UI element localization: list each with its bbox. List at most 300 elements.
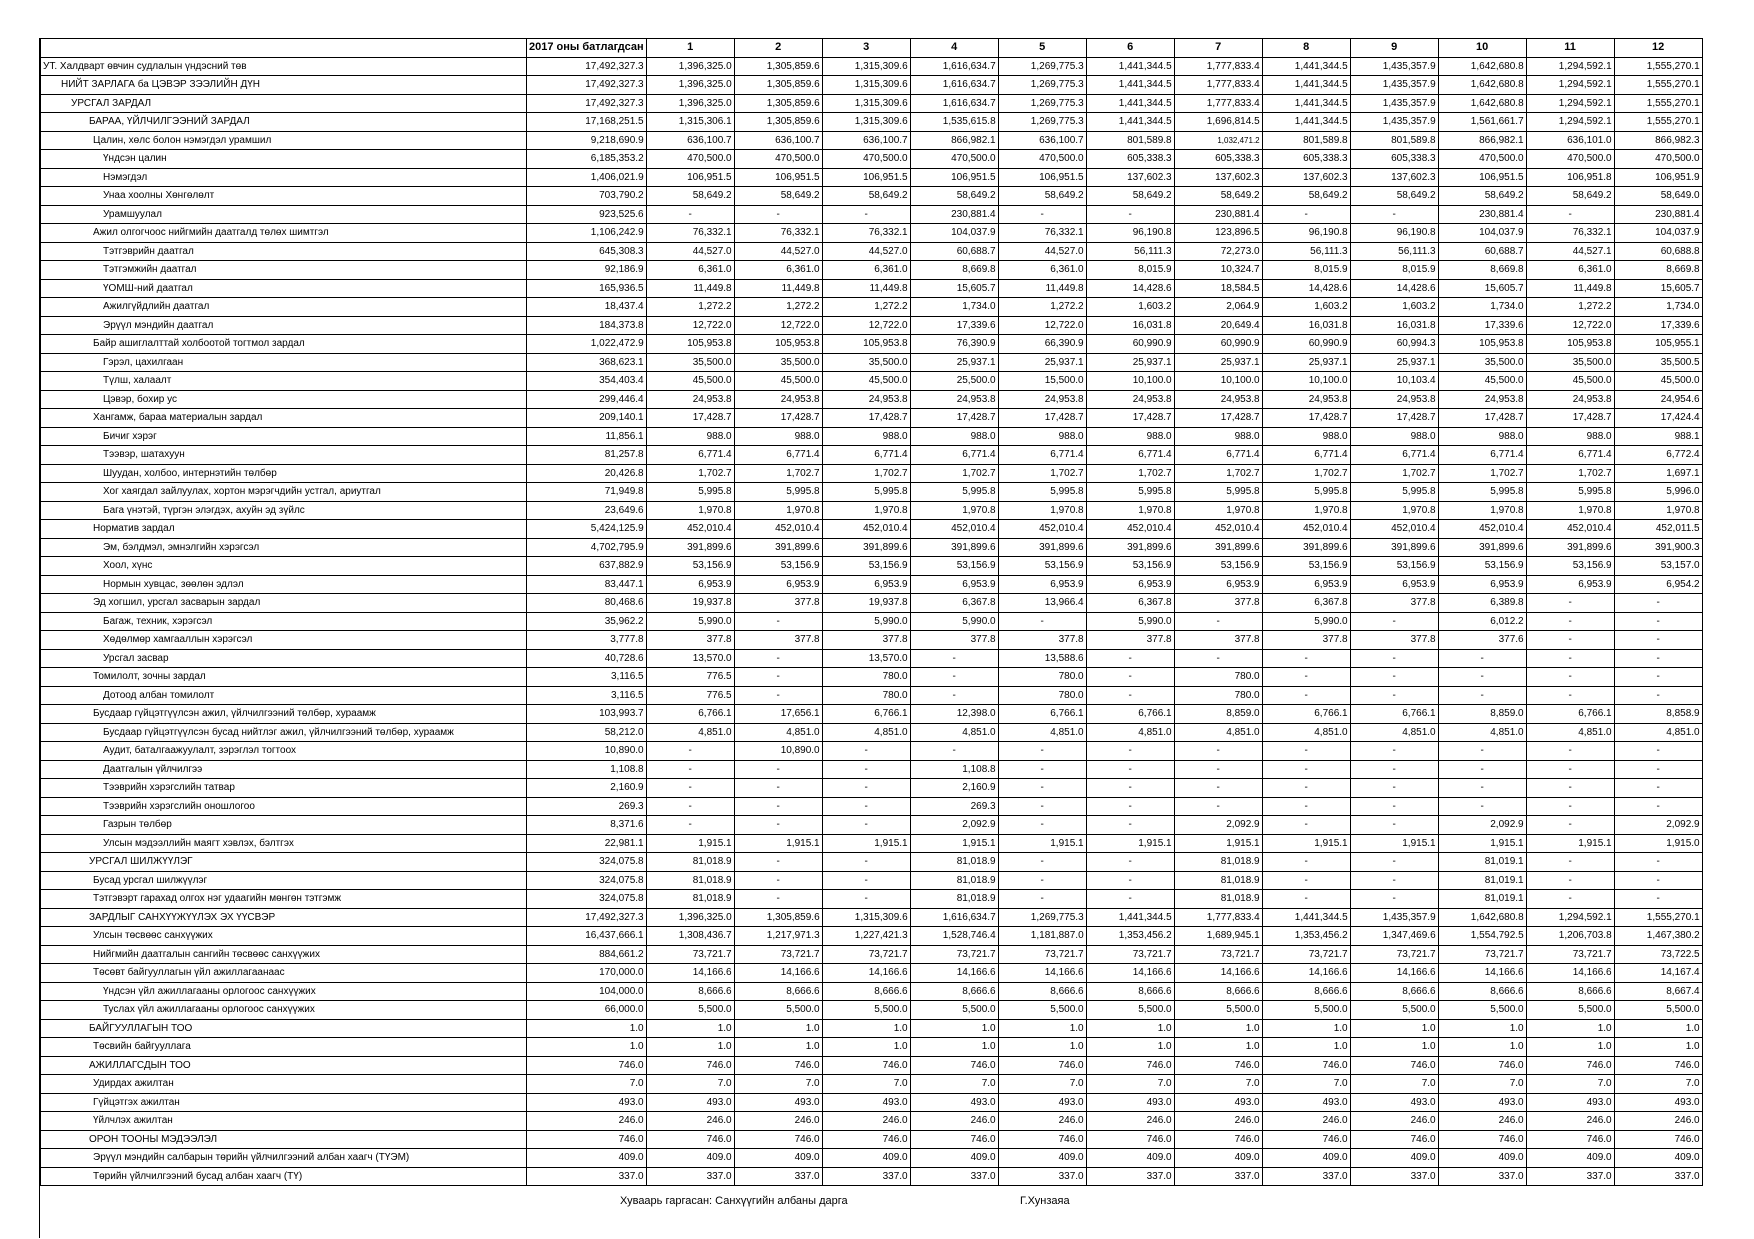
cell-month-8: - <box>1262 797 1350 816</box>
cell-month-9: 988.0 <box>1350 427 1438 446</box>
cell-month-10: - <box>1438 686 1526 705</box>
cell-month-4: 337.0 <box>910 1167 998 1186</box>
row-label: Ажилгүйдлийн даатгал <box>41 298 527 317</box>
cell-month-9: 137,602.3 <box>1350 168 1438 187</box>
row-label: Норматив зардал <box>41 520 527 539</box>
cell-month-7: 746.0 <box>1174 1130 1262 1149</box>
row-label: ҮОМШ-ний даатгал <box>41 279 527 298</box>
cell-month-12: 8,669.8 <box>1614 261 1702 280</box>
cell-month-4: 1,734.0 <box>910 298 998 317</box>
cell-month-9: 1,435,357.9 <box>1350 57 1438 76</box>
cell-month-10: 104,037.9 <box>1438 224 1526 243</box>
cell-month-6: - <box>1086 779 1174 798</box>
cell-month-9: 1,435,357.9 <box>1350 94 1438 113</box>
cell-month-7: 493.0 <box>1174 1093 1262 1112</box>
header-label-cell <box>41 39 527 58</box>
table-row <box>41 742 1703 761</box>
cell-month-7: 780.0 <box>1174 686 1262 705</box>
cell-month-5: 13,966.4 <box>998 594 1086 613</box>
row-label: Түлш, халаалт <box>41 372 527 391</box>
cell-month-9: 377.8 <box>1350 594 1438 613</box>
cell-month-2: 246.0 <box>734 1112 822 1131</box>
cell-month-3: 377.8 <box>822 631 910 650</box>
cell-month-6: 1.0 <box>1086 1038 1174 1057</box>
cell-month-8: 6,766.1 <box>1262 705 1350 724</box>
table-row <box>41 1001 1703 1020</box>
cell-month-11: 53,156.9 <box>1526 557 1614 576</box>
cell-month-6: - <box>1086 871 1174 890</box>
table-row <box>41 723 1703 742</box>
cell-month-12: 1,467,380.2 <box>1614 927 1702 946</box>
cell-month-2: 1,702.7 <box>734 464 822 483</box>
cell-month-7: 60,990.9 <box>1174 335 1262 354</box>
cell-month-5: 780.0 <box>998 668 1086 687</box>
cell-month-1: 1,915.1 <box>646 834 734 853</box>
cell-month-7: 1,777,833.4 <box>1174 57 1262 76</box>
cell-month-5: 746.0 <box>998 1056 1086 1075</box>
cell-month-2: 8,666.6 <box>734 982 822 1001</box>
cell-month-4: 8,669.8 <box>910 261 998 280</box>
cell-month-3: 11,449.8 <box>822 279 910 298</box>
cell-month-9: 1,347,469.6 <box>1350 927 1438 946</box>
cell-month-11: 24,953.8 <box>1526 390 1614 409</box>
cell-month-1: - <box>646 779 734 798</box>
row-label: Шуудан, холбоо, интернэтийн төлбөр <box>41 464 527 483</box>
cell-month-12: 106,951.9 <box>1614 168 1702 187</box>
cell-month-12: 24,954.6 <box>1614 390 1702 409</box>
cell-month-11: 1,970.8 <box>1526 501 1614 520</box>
cell-month-10: 1,642,680.8 <box>1438 908 1526 927</box>
table-row <box>41 205 1703 224</box>
cell-month-9: 73,721.7 <box>1350 945 1438 964</box>
cell-month-8: 6,367.8 <box>1262 594 1350 613</box>
row-label: Дотоод албан томилолт <box>41 686 527 705</box>
cell-month-6: 1,441,344.5 <box>1086 113 1174 132</box>
cell-month-9: - <box>1350 760 1438 779</box>
cell-month-12: 1,734.0 <box>1614 298 1702 317</box>
header-month-1: 1 <box>646 39 734 58</box>
cell-month-9: 58,649.2 <box>1350 187 1438 206</box>
row-label: Хөдөлмөр хамгааллын хэрэгсэл <box>41 631 527 650</box>
cell-month-12: 17,339.6 <box>1614 316 1702 335</box>
cell-month-1: 19,937.8 <box>646 594 734 613</box>
cell-month-8: 56,111.3 <box>1262 242 1350 261</box>
row-label: Багаж, техник, хэрэгсэл <box>41 612 527 631</box>
cell-month-2: 1,915.1 <box>734 834 822 853</box>
cell-annual-total: 3,116.5 <box>527 668 647 687</box>
cell-month-8: 246.0 <box>1262 1112 1350 1131</box>
cell-month-9: 56,111.3 <box>1350 242 1438 261</box>
cell-month-6: 137,602.3 <box>1086 168 1174 187</box>
row-label: Нийгмийн даатгалын сангийн төсвөөс санхүүжих <box>41 945 527 964</box>
cell-annual-total: 703,790.2 <box>527 187 647 206</box>
cell-month-10: 5,500.0 <box>1438 1001 1526 1020</box>
header-month-10: 10 <box>1438 39 1526 58</box>
cell-month-6: 452,010.4 <box>1086 520 1174 539</box>
cell-annual-total: 746.0 <box>527 1056 647 1075</box>
cell-month-3: 780.0 <box>822 668 910 687</box>
cell-month-5: 44,527.0 <box>998 242 1086 261</box>
cell-month-7: 1,777,833.4 <box>1174 94 1262 113</box>
cell-month-10: 337.0 <box>1438 1167 1526 1186</box>
cell-month-3: 45,500.0 <box>822 372 910 391</box>
cell-month-9: 17,428.7 <box>1350 409 1438 428</box>
cell-month-12: 493.0 <box>1614 1093 1702 1112</box>
cell-month-7: 377.8 <box>1174 631 1262 650</box>
cell-month-7: 18,584.5 <box>1174 279 1262 298</box>
cell-month-4: 81,018.9 <box>910 871 998 890</box>
cell-month-7: 8,666.6 <box>1174 982 1262 1001</box>
cell-month-12: 1,697.1 <box>1614 464 1702 483</box>
cell-month-4: 269.3 <box>910 797 998 816</box>
cell-month-2: 1,305,859.6 <box>734 57 822 76</box>
cell-month-3: 53,156.9 <box>822 557 910 576</box>
cell-month-8: - <box>1262 668 1350 687</box>
row-label: Томилолт, зочны зардал <box>41 668 527 687</box>
cell-month-6: 58,649.2 <box>1086 187 1174 206</box>
cell-month-1: 5,500.0 <box>646 1001 734 1020</box>
table-row <box>41 538 1703 557</box>
preparer-name: Г.Хунзаяа <box>1020 1195 1070 1207</box>
cell-month-3: - <box>822 205 910 224</box>
cell-month-6: - <box>1086 742 1174 761</box>
cell-month-10: 7.0 <box>1438 1075 1526 1094</box>
cell-month-8: - <box>1262 890 1350 909</box>
cell-month-2: - <box>734 668 822 687</box>
cell-month-12: 1,555,270.1 <box>1614 76 1702 95</box>
cell-month-8: - <box>1262 649 1350 668</box>
cell-month-3: 636,100.7 <box>822 131 910 150</box>
cell-month-6: 1,702.7 <box>1086 464 1174 483</box>
cell-month-2: - <box>734 853 822 872</box>
cell-month-11: 1,702.7 <box>1526 464 1614 483</box>
cell-month-3: 1,272.2 <box>822 298 910 317</box>
cell-month-9: 8,015.9 <box>1350 261 1438 280</box>
cell-month-9: 409.0 <box>1350 1149 1438 1168</box>
cell-month-9: 14,166.6 <box>1350 964 1438 983</box>
cell-month-1: 58,649.2 <box>646 187 734 206</box>
cell-month-7: 81,018.9 <box>1174 890 1262 909</box>
cell-month-6: - <box>1086 890 1174 909</box>
cell-month-10: 6,953.9 <box>1438 575 1526 594</box>
cell-month-2: 1.0 <box>734 1038 822 1057</box>
cell-month-10: 746.0 <box>1438 1056 1526 1075</box>
cell-month-11: 391,899.6 <box>1526 538 1614 557</box>
cell-month-9: 10,103.4 <box>1350 372 1438 391</box>
cell-month-12: 35,500.5 <box>1614 353 1702 372</box>
cell-month-4: 58,649.2 <box>910 187 998 206</box>
cell-month-10: 58,649.2 <box>1438 187 1526 206</box>
cell-month-4: 746.0 <box>910 1056 998 1075</box>
cell-month-4: 15,605.7 <box>910 279 998 298</box>
cell-month-6: 1,441,344.5 <box>1086 908 1174 927</box>
cell-month-3: 246.0 <box>822 1112 910 1131</box>
cell-month-9: 7.0 <box>1350 1075 1438 1094</box>
cell-month-1: 35,500.0 <box>646 353 734 372</box>
cell-month-1: 377.8 <box>646 631 734 650</box>
cell-annual-total: 324,075.8 <box>527 853 647 872</box>
cell-month-3: 1,915.1 <box>822 834 910 853</box>
cell-month-5: 1.0 <box>998 1019 1086 1038</box>
cell-month-2: - <box>734 760 822 779</box>
cell-month-1: 337.0 <box>646 1167 734 1186</box>
cell-month-5: 1,269,775.3 <box>998 57 1086 76</box>
cell-month-3: 988.0 <box>822 427 910 446</box>
cell-month-1: 452,010.4 <box>646 520 734 539</box>
cell-month-3: 1,970.8 <box>822 501 910 520</box>
table-row <box>41 557 1703 576</box>
cell-month-3: 6,361.0 <box>822 261 910 280</box>
row-label: Урамшуулал <box>41 205 527 224</box>
cell-month-8: - <box>1262 205 1350 224</box>
cell-month-12: 8,858.9 <box>1614 705 1702 724</box>
cell-annual-total: 18,437.4 <box>527 298 647 317</box>
cell-month-3: 391,899.6 <box>822 538 910 557</box>
cell-month-3: 13,570.0 <box>822 649 910 668</box>
cell-month-9: 377.8 <box>1350 631 1438 650</box>
cell-annual-total: 3,116.5 <box>527 686 647 705</box>
table-row <box>41 631 1703 650</box>
cell-month-2: 377.8 <box>734 594 822 613</box>
cell-month-12: 60,688.8 <box>1614 242 1702 261</box>
cell-month-4: 377.8 <box>910 631 998 650</box>
cell-month-7: - <box>1174 779 1262 798</box>
cell-month-2: 493.0 <box>734 1093 822 1112</box>
cell-month-5: 6,766.1 <box>998 705 1086 724</box>
cell-month-8: 137,602.3 <box>1262 168 1350 187</box>
cell-month-12: - <box>1614 742 1702 761</box>
row-label: Төсвийн байгууллага <box>41 1038 527 1057</box>
cell-month-9: 16,031.8 <box>1350 316 1438 335</box>
cell-month-2: 35,500.0 <box>734 353 822 372</box>
cell-month-2: 58,649.2 <box>734 187 822 206</box>
table-row <box>41 816 1703 835</box>
cell-month-7: 20,649.4 <box>1174 316 1262 335</box>
cell-annual-total: 209,140.1 <box>527 409 647 428</box>
row-label: Газрын төлбөр <box>41 816 527 835</box>
cell-month-6: 14,428.6 <box>1086 279 1174 298</box>
cell-month-3: 470,500.0 <box>822 150 910 169</box>
cell-month-12: - <box>1614 649 1702 668</box>
table-row <box>41 224 1703 243</box>
cell-month-10: 81,019.1 <box>1438 890 1526 909</box>
table-row <box>41 927 1703 946</box>
cell-month-10: - <box>1438 668 1526 687</box>
cell-month-5: - <box>998 797 1086 816</box>
cell-month-6: 746.0 <box>1086 1130 1174 1149</box>
cell-annual-total: 7.0 <box>527 1075 647 1094</box>
cell-month-5: 24,953.8 <box>998 390 1086 409</box>
cell-month-2: 746.0 <box>734 1130 822 1149</box>
cell-annual-total: 40,728.6 <box>527 649 647 668</box>
cell-month-11: 17,428.7 <box>1526 409 1614 428</box>
cell-month-9: 391,899.6 <box>1350 538 1438 557</box>
cell-month-11: 6,771.4 <box>1526 446 1614 465</box>
table-row <box>41 908 1703 927</box>
cell-month-5: 6,771.4 <box>998 446 1086 465</box>
row-label: АЖИЛЛАГСДЫН ТОО <box>41 1056 527 1075</box>
cell-month-12: 8,667.4 <box>1614 982 1702 1001</box>
cell-month-6: 605,338.3 <box>1086 150 1174 169</box>
cell-month-1: 8,666.6 <box>646 982 734 1001</box>
cell-month-10: 8,666.6 <box>1438 982 1526 1001</box>
cell-annual-total: 1.0 <box>527 1038 647 1057</box>
cell-month-4: - <box>910 668 998 687</box>
table-row <box>41 57 1703 76</box>
cell-month-5: 5,500.0 <box>998 1001 1086 1020</box>
cell-month-6: 17,428.7 <box>1086 409 1174 428</box>
cell-month-1: 1,272.2 <box>646 298 734 317</box>
row-label: Эм, бэлдмэл, эмнэлгийн хэрэгсэл <box>41 538 527 557</box>
cell-month-1: 105,953.8 <box>646 335 734 354</box>
header-month-3: 3 <box>822 39 910 58</box>
cell-month-7: 5,500.0 <box>1174 1001 1262 1020</box>
cell-month-12: - <box>1614 779 1702 798</box>
cell-annual-total: 6,185,353.2 <box>527 150 647 169</box>
cell-month-8: 391,899.6 <box>1262 538 1350 557</box>
cell-month-4: 8,666.6 <box>910 982 998 1001</box>
cell-month-1: 5,995.8 <box>646 483 734 502</box>
cell-month-9: 24,953.8 <box>1350 390 1438 409</box>
cell-month-6: - <box>1086 816 1174 835</box>
cell-month-11: 11,449.8 <box>1526 279 1614 298</box>
cell-month-11: - <box>1526 816 1614 835</box>
cell-month-10: - <box>1438 742 1526 761</box>
cell-month-2: 988.0 <box>734 427 822 446</box>
cell-month-4: - <box>910 649 998 668</box>
cell-month-11: 470,500.0 <box>1526 150 1614 169</box>
cell-annual-total: 17,492,327.3 <box>527 94 647 113</box>
cell-month-1: 246.0 <box>646 1112 734 1131</box>
cell-month-4: 1.0 <box>910 1038 998 1057</box>
row-label: Хангамж, бараа материалын зардал <box>41 409 527 428</box>
cell-month-2: 45,500.0 <box>734 372 822 391</box>
cell-annual-total: 409.0 <box>527 1149 647 1168</box>
cell-month-7: 1,970.8 <box>1174 501 1262 520</box>
cell-month-1: 409.0 <box>646 1149 734 1168</box>
cell-month-12: 1.0 <box>1614 1038 1702 1057</box>
cell-month-6: 1,441,344.5 <box>1086 76 1174 95</box>
cell-month-12: - <box>1614 631 1702 650</box>
cell-month-9: 1,435,357.9 <box>1350 113 1438 132</box>
cell-annual-total: 83,447.1 <box>527 575 647 594</box>
cell-month-5: 377.8 <box>998 631 1086 650</box>
cell-month-9: 25,937.1 <box>1350 353 1438 372</box>
cell-month-5: 1,970.8 <box>998 501 1086 520</box>
cell-month-6: 8,015.9 <box>1086 261 1174 280</box>
cell-month-7: 58,649.2 <box>1174 187 1262 206</box>
cell-month-8: 409.0 <box>1262 1149 1350 1168</box>
table-row <box>41 168 1703 187</box>
cell-month-3: 12,722.0 <box>822 316 910 335</box>
cell-month-11: 45,500.0 <box>1526 372 1614 391</box>
cell-month-6: 25,937.1 <box>1086 353 1174 372</box>
cell-month-9: 6,953.9 <box>1350 575 1438 594</box>
cell-month-11: 14,166.6 <box>1526 964 1614 983</box>
cell-annual-total: 17,168,251.5 <box>527 113 647 132</box>
cell-month-7: 81,018.9 <box>1174 871 1262 890</box>
header-month-9: 9 <box>1350 39 1438 58</box>
cell-month-1: 6,771.4 <box>646 446 734 465</box>
cell-month-2: - <box>734 612 822 631</box>
cell-annual-total: 3,777.8 <box>527 631 647 650</box>
table-row <box>41 335 1703 354</box>
cell-month-9: 5,500.0 <box>1350 1001 1438 1020</box>
header-month-8: 8 <box>1262 39 1350 58</box>
cell-month-11: 1,294,592.1 <box>1526 57 1614 76</box>
cell-month-10: 106,951.5 <box>1438 168 1526 187</box>
row-label: УРСГАЛ ЗАРДАЛ <box>41 94 527 113</box>
cell-month-6: 391,899.6 <box>1086 538 1174 557</box>
cell-month-10: 391,899.6 <box>1438 538 1526 557</box>
cell-month-10: 1,642,680.8 <box>1438 94 1526 113</box>
cell-month-4: 81,018.9 <box>910 890 998 909</box>
cell-month-5: - <box>998 779 1086 798</box>
cell-month-5: 11,449.8 <box>998 279 1086 298</box>
cell-month-6: 6,771.4 <box>1086 446 1174 465</box>
cell-month-12: - <box>1614 760 1702 779</box>
table-row <box>41 612 1703 631</box>
cell-month-7: 6,953.9 <box>1174 575 1262 594</box>
cell-month-1: - <box>646 760 734 779</box>
cell-month-12: 470,500.0 <box>1614 150 1702 169</box>
cell-month-8: 96,190.8 <box>1262 224 1350 243</box>
cell-month-10: 14,166.6 <box>1438 964 1526 983</box>
cell-month-10: 81,019.1 <box>1438 853 1526 872</box>
cell-month-8: - <box>1262 871 1350 890</box>
cell-month-4: 60,688.7 <box>910 242 998 261</box>
cell-month-9: 4,851.0 <box>1350 723 1438 742</box>
cell-month-5: 780.0 <box>998 686 1086 705</box>
table-row <box>41 1075 1703 1094</box>
cell-month-12: 746.0 <box>1614 1130 1702 1149</box>
cell-month-12: 17,424.4 <box>1614 409 1702 428</box>
cell-month-11: 58,649.2 <box>1526 187 1614 206</box>
cell-month-4: 5,500.0 <box>910 1001 998 1020</box>
cell-month-7: 1.0 <box>1174 1019 1262 1038</box>
table-row <box>41 261 1703 280</box>
cell-month-9: - <box>1350 779 1438 798</box>
cell-month-4: 1,616,634.7 <box>910 908 998 927</box>
cell-month-8: 24,953.8 <box>1262 390 1350 409</box>
cell-month-5: 76,332.1 <box>998 224 1086 243</box>
cell-month-11: 76,332.1 <box>1526 224 1614 243</box>
cell-month-12: 1,915.0 <box>1614 834 1702 853</box>
table-row <box>41 409 1703 428</box>
cell-month-8: 1,702.7 <box>1262 464 1350 483</box>
cell-month-3: 1,315,309.6 <box>822 76 910 95</box>
cell-month-11: - <box>1526 760 1614 779</box>
cell-month-3: - <box>822 779 910 798</box>
cell-month-7: 1,777,833.4 <box>1174 76 1262 95</box>
cell-month-9: 6,766.1 <box>1350 705 1438 724</box>
cell-month-9: 493.0 <box>1350 1093 1438 1112</box>
cell-month-7: 17,428.7 <box>1174 409 1262 428</box>
cell-month-8: - <box>1262 742 1350 761</box>
cell-month-3: 14,166.6 <box>822 964 910 983</box>
cell-month-1: 44,527.0 <box>646 242 734 261</box>
cell-annual-total: 104,000.0 <box>527 982 647 1001</box>
cell-annual-total: 17,492,327.3 <box>527 57 647 76</box>
cell-month-9: - <box>1350 612 1438 631</box>
cell-month-9: 1,915.1 <box>1350 834 1438 853</box>
cell-month-9: 1,435,357.9 <box>1350 76 1438 95</box>
table-row <box>41 150 1703 169</box>
cell-annual-total: 23,649.6 <box>527 501 647 520</box>
cell-month-8: 746.0 <box>1262 1056 1350 1075</box>
cell-month-7: 746.0 <box>1174 1056 1262 1075</box>
cell-month-10: 4,851.0 <box>1438 723 1526 742</box>
